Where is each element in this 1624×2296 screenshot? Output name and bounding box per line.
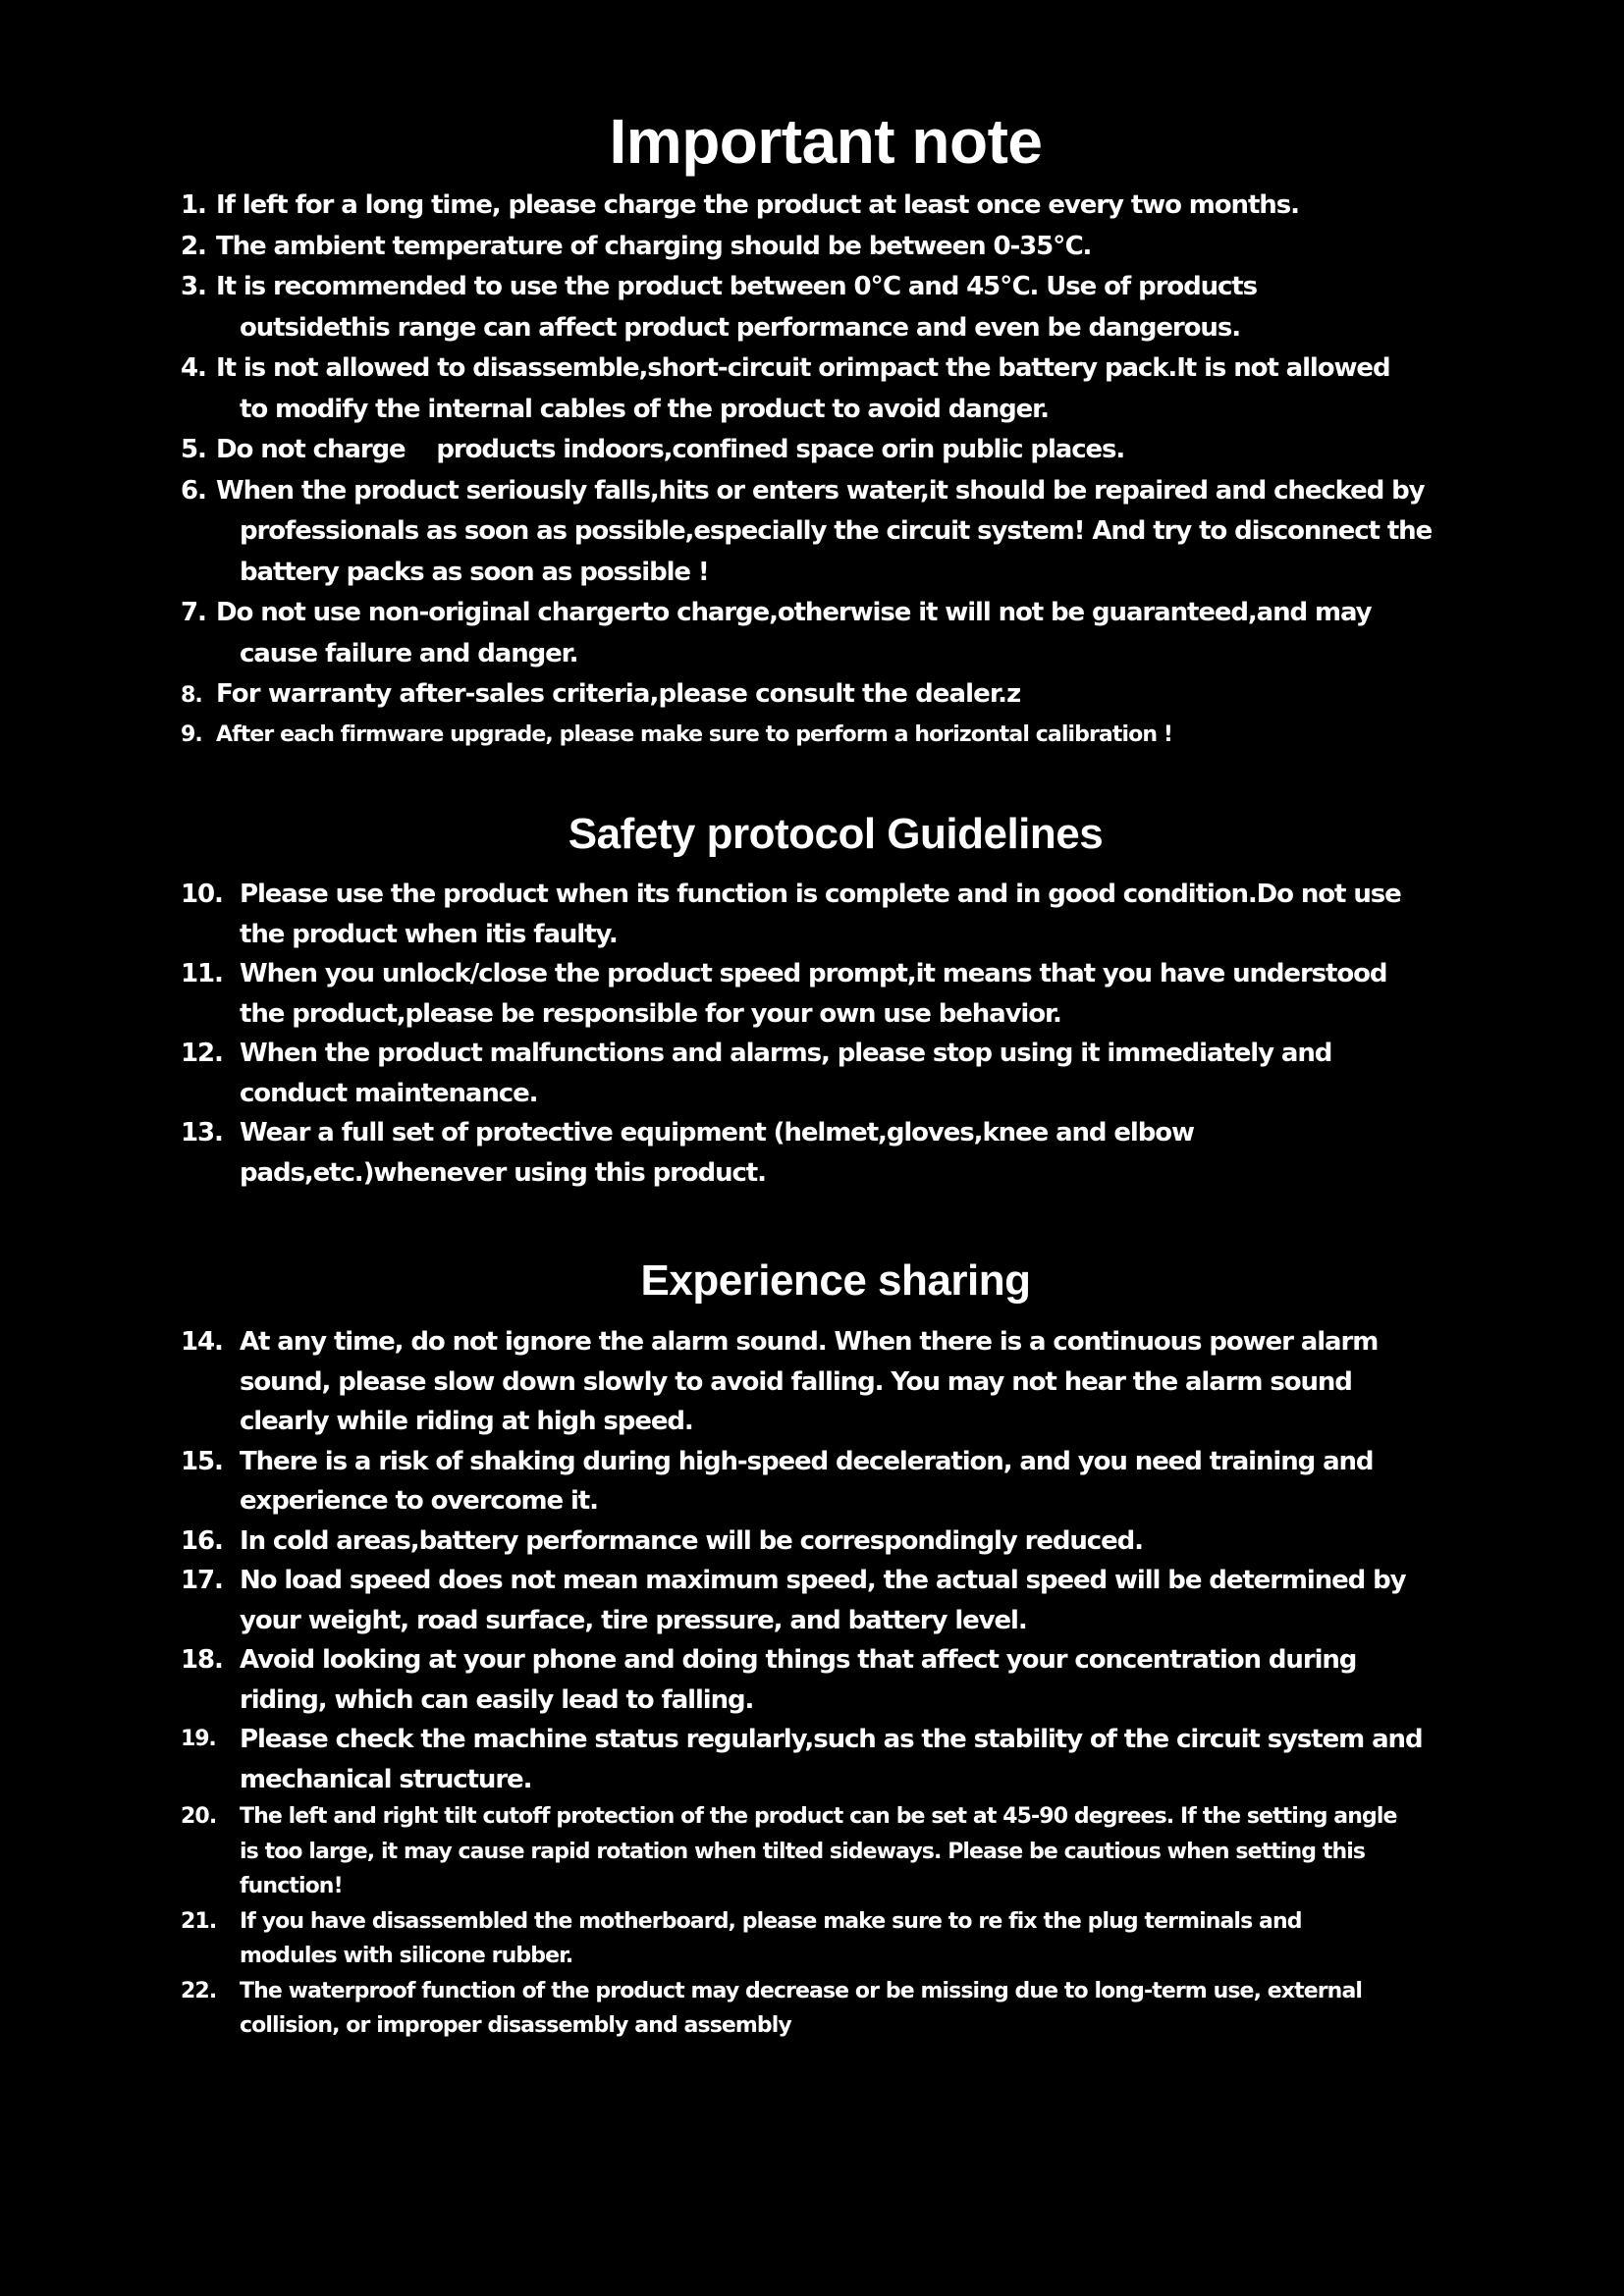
item-text: When the product malfunctions and alarms, please stop using it immediately and <box>240 1039 1332 1068</box>
list-item <box>181 1522 1457 1562</box>
item-text: When you unlock/close the product speed prompt,it means that you have understood <box>240 959 1387 988</box>
list-item <box>181 1561 1457 1640</box>
item-number: 10. <box>181 880 223 909</box>
list-item <box>181 430 1457 471</box>
list-item <box>181 716 1457 755</box>
list-item <box>181 1974 1457 2044</box>
item-number: 19. <box>181 1727 216 1751</box>
item-number: 8. <box>181 683 202 708</box>
item-text: Please check the machine status regularly,such as the stability of the circuit system and <box>240 1725 1423 1754</box>
item-number: 6. <box>181 475 206 506</box>
item-text-continued: function! <box>240 1874 343 1898</box>
item-text-continued: to modify the internal cables of the product to avoid danger. <box>240 394 1049 424</box>
item-text-continued: battery packs as soon as possible ! <box>240 557 709 587</box>
item-number: 7. <box>181 598 206 627</box>
list-item <box>181 1034 1457 1113</box>
item-text-continued: your weight, road surface, tire pressure, and battery level. <box>240 1605 1027 1635</box>
item-text: Do not use non-original chargerto charge,otherwise it will not be guaranteed,and may <box>216 598 1372 627</box>
section-title-safety-protocol: Safety protocol Guidelines <box>568 810 1104 858</box>
list-item <box>181 674 1457 716</box>
list-item <box>181 1799 1457 1904</box>
item-text-continued: mechanical structure. <box>240 1764 532 1794</box>
important-note-list <box>181 186 1457 755</box>
list-item <box>181 1720 1457 1799</box>
item-text: After each firmware upgrade, please make sure to perform a horizontal calibration ! <box>216 722 1172 747</box>
item-text: Wear a full set of protective equipment (helmet,gloves,knee and elbow <box>240 1118 1194 1148</box>
item-text-continued: professionals as soon as possible,especially the circuit system! And try to disconnect the <box>240 516 1433 546</box>
item-number: 13. <box>181 1118 223 1148</box>
item-text: If you have disassembled the motherboard, please make sure to re fix the plug terminals and <box>240 1908 1302 1934</box>
item-text: No load speed does not mean maximum speed, the actual speed will be determined by <box>240 1566 1406 1595</box>
item-number: 20. <box>181 1804 217 1829</box>
list-item <box>181 875 1457 954</box>
list-item <box>181 1113 1457 1193</box>
item-text: Avoid looking at your phone and doing things that affect your concentration during <box>240 1645 1357 1675</box>
section-title-experience-sharing: Experience sharing <box>640 1256 1031 1305</box>
list-item <box>181 1904 1457 1974</box>
item-text-continued: clearly while riding at high speed. <box>240 1407 693 1436</box>
list-item <box>181 186 1457 227</box>
item-number: 2. <box>181 231 206 261</box>
item-text: The waterproof function of the product may decrease or be missing due to long-term use, external <box>240 1978 1363 2003</box>
item-text-continued: the product,please be responsible for your own use behavior. <box>240 998 1061 1029</box>
item-text: When the product seriously falls,hits or enters water,it should be repaired and checked by <box>216 475 1425 506</box>
item-number: 9. <box>181 722 202 747</box>
item-text-continued: cause failure and danger. <box>240 638 578 668</box>
list-item <box>181 471 1457 594</box>
list-item <box>181 1640 1457 1720</box>
list-item <box>181 1322 1457 1442</box>
item-text: For warranty after-sales criteria,please consult the dealer.z <box>216 679 1021 709</box>
item-number: 17. <box>181 1566 223 1595</box>
item-text-continued: collision, or improper disassembly and assembly <box>240 2013 791 2038</box>
item-text: At any time, do not ignore the alarm sound. When there is a continuous power alarm <box>240 1327 1379 1357</box>
item-text-continued: is too large, it may cause rapid rotation when tilted sideways. Please be cautious when setting this <box>240 1839 1366 1864</box>
item-number: 5. <box>181 435 206 464</box>
item-text-continued: pads,etc.)whenever using this product. <box>240 1157 766 1188</box>
experience-sharing-list <box>181 1322 1457 2044</box>
item-number: 1. <box>181 190 206 220</box>
section-title-important-note: Important note <box>609 106 1043 177</box>
list-item <box>181 227 1457 268</box>
item-text-continued: the product when itis faulty. <box>240 919 618 949</box>
item-text-continued: sound, please slow down slowly to avoid falling. You may not hear the alarm sound <box>240 1366 1352 1397</box>
list-item <box>181 348 1457 430</box>
item-text-continued: conduct maintenance. <box>240 1078 538 1108</box>
item-number: 14. <box>181 1327 223 1357</box>
list-item <box>181 593 1457 674</box>
item-text: Do not charge products indoors,confined space orin public places. <box>216 435 1125 464</box>
list-item <box>181 267 1457 348</box>
item-number: 22. <box>181 1978 217 2003</box>
item-text: The ambient temperature of charging should be between 0-35℃. <box>216 231 1092 261</box>
item-text: The left and right tilt cutoff protection of the product can be set at 45-90 degrees. If the setting angle <box>240 1804 1397 1829</box>
item-text: Please use the product when its function is complete and in good condition.Do not use <box>240 880 1401 909</box>
item-number: 3. <box>181 272 206 301</box>
item-number: 15. <box>181 1446 223 1476</box>
item-number: 16. <box>181 1525 223 1556</box>
item-text: There is a risk of shaking during high-speed deceleration, and you need training and <box>240 1446 1374 1476</box>
item-text-continued: modules with silicone rubber. <box>240 1944 573 1968</box>
item-text-continued: riding, which can easily lead to falling. <box>240 1684 754 1715</box>
item-text-continued: outsidethis range can affect product performance and even be dangerous. <box>240 312 1240 343</box>
item-text: If left for a long time, please charge the product at least once every two months. <box>216 190 1299 220</box>
item-text: It is recommended to use the product between 0℃ and 45℃. Use of products <box>216 272 1258 301</box>
item-text: In cold areas,battery performance will be correspondingly reduced. <box>240 1525 1143 1556</box>
list-item <box>181 1442 1457 1522</box>
item-number: 11. <box>181 959 223 988</box>
item-number: 21. <box>181 1908 217 1934</box>
item-number: 12. <box>181 1039 223 1068</box>
safety-guidelines-list <box>181 875 1457 1193</box>
item-text: It is not allowed to disassemble,short-circuit orimpact the battery pack.It is not allowed <box>216 353 1390 383</box>
item-number: 18. <box>181 1645 223 1675</box>
item-text-continued: experience to overcome it. <box>240 1486 598 1516</box>
item-number: 4. <box>181 353 206 383</box>
list-item <box>181 954 1457 1034</box>
